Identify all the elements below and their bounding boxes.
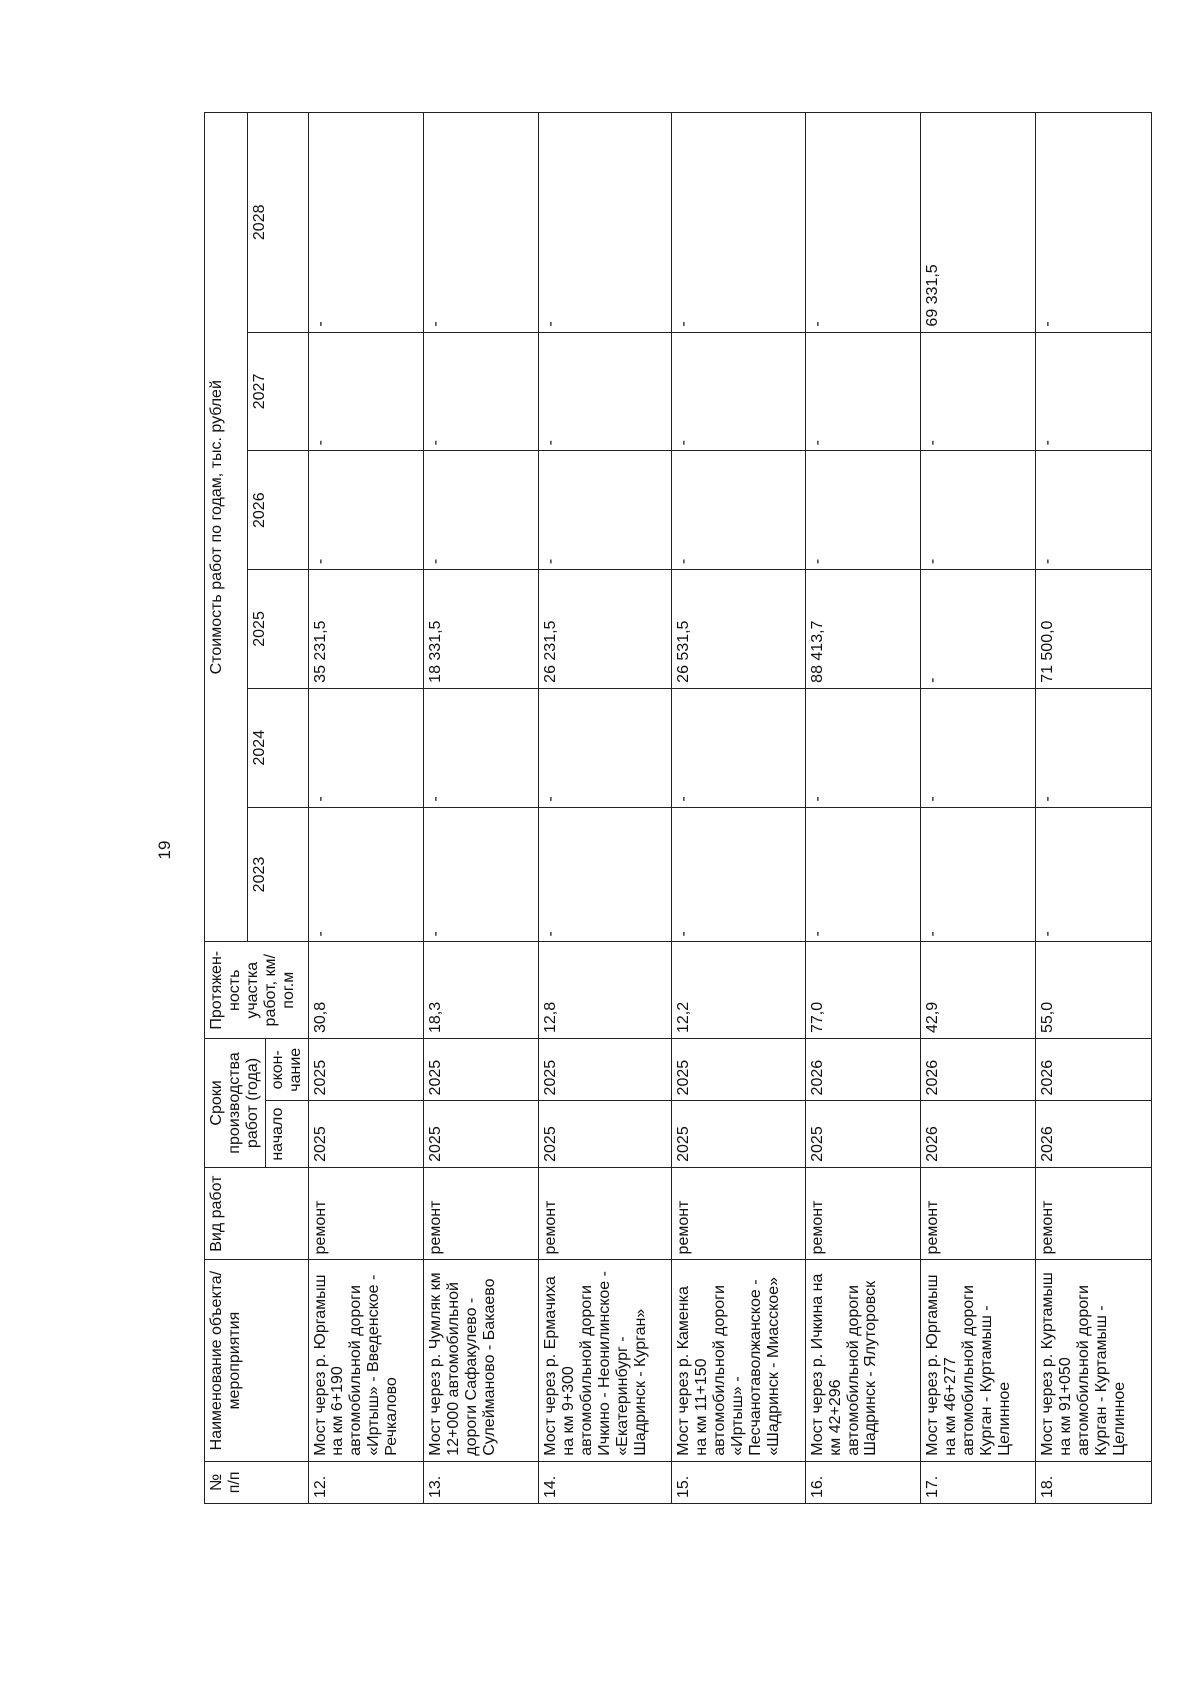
work-kind: ремонт [921, 1167, 1036, 1260]
table-row [805, 113, 920, 1504]
row-number: 17. [921, 1461, 1036, 1503]
rotated-table-sheet [204, 112, 1134, 1504]
header-length: Протяжен-ность участка работ, км/ пог.м [205, 942, 309, 1039]
cost-cell: - [308, 113, 423, 333]
end-year: 2025 [539, 1039, 672, 1101]
table-row [423, 113, 538, 1504]
start-year: 2025 [539, 1101, 672, 1167]
table-row [1036, 113, 1151, 1504]
object-name: Мост через р. Ичкина на км 42+296 автомобильной дороги Шадринск - Ялуторовск [805, 1260, 920, 1461]
section-length: 12,8 [539, 942, 672, 1039]
end-year: 2025 [423, 1039, 538, 1101]
work-kind: ремонт [672, 1167, 805, 1260]
table-row [921, 113, 1036, 1504]
row-number: 14. [539, 1461, 672, 1503]
work-kind: ремонт [308, 1167, 423, 1260]
header-start: начало [265, 1101, 308, 1167]
section-length: 42,9 [921, 942, 1036, 1039]
header-kind: Вид работ [205, 1167, 309, 1260]
section-length: 18,3 [423, 942, 538, 1039]
table-row [672, 113, 805, 1504]
cost-cell: - [805, 807, 920, 942]
start-year: 2025 [805, 1101, 920, 1167]
cost-cell: - [308, 688, 423, 807]
start-year: 2026 [921, 1101, 1036, 1167]
cost-cell: - [539, 807, 672, 942]
header-name: Наименование объекта/ мероприятия [205, 1260, 309, 1461]
start-year: 2025 [672, 1101, 805, 1167]
table-row [539, 113, 672, 1504]
object-name: Мост через р. Куртамыш на км 91+050 автомобильной дороги Курган - Куртамыш - Целинное [1036, 1260, 1151, 1461]
cost-cell: - [423, 113, 538, 333]
section-length: 55,0 [1036, 942, 1151, 1039]
work-kind: ремонт [539, 1167, 672, 1260]
cost-cell: - [539, 451, 672, 570]
object-name: Мост через р. Каменка на км 11+150 автомобильной дороги «Иртыш» - Песчанотаволжанское - «Шадринск - Миасское» [672, 1260, 805, 1461]
cost-cell: 71 500,0 [1036, 570, 1151, 689]
header-year: 2026 [248, 451, 309, 570]
cost-cell: - [921, 807, 1036, 942]
cost-cell: - [539, 688, 672, 807]
row-number: 13. [423, 1461, 538, 1503]
cost-cell: - [921, 451, 1036, 570]
cost-cell: 69 331,5 [921, 113, 1036, 333]
cost-cell: - [672, 688, 805, 807]
cost-cell: - [308, 451, 423, 570]
cost-cell: - [1036, 332, 1151, 451]
cost-cell: - [539, 332, 672, 451]
header-year: 2027 [248, 332, 309, 451]
cost-cell: - [423, 807, 538, 942]
section-length: 12,2 [672, 942, 805, 1039]
work-kind: ремонт [805, 1167, 920, 1260]
start-year: 2026 [1036, 1101, 1151, 1167]
end-year: 2025 [308, 1039, 423, 1101]
cost-cell: - [423, 332, 538, 451]
header-end: окон-чание [265, 1039, 308, 1101]
object-name: Мост через р. Юргамыш на км 6+190 автомобильной дороги «Иртыш» - Введенское - Речкалово [308, 1260, 423, 1461]
cost-cell: - [539, 113, 672, 333]
end-year: 2026 [1036, 1039, 1151, 1101]
cost-cell: - [1036, 807, 1151, 942]
cost-cell: - [672, 332, 805, 451]
cost-cell: - [805, 332, 920, 451]
header-year: 2028 [248, 113, 309, 333]
header-year: 2023 [248, 807, 309, 942]
start-year: 2025 [308, 1101, 423, 1167]
table-row [308, 113, 423, 1504]
end-year: 2026 [921, 1039, 1036, 1101]
cost-cell: - [672, 451, 805, 570]
cost-cell: - [308, 807, 423, 942]
header-terms: Сроки производства работ (года) [205, 1039, 266, 1168]
cost-cell: - [805, 113, 920, 333]
row-number: 16. [805, 1461, 920, 1503]
cost-cell: - [1036, 113, 1151, 333]
header-year: 2024 [248, 688, 309, 807]
cost-cell: - [1036, 451, 1151, 570]
cost-cell: 35 231,5 [308, 570, 423, 689]
row-number: 12. [308, 1461, 423, 1503]
cost-cell: - [308, 332, 423, 451]
object-name: Мост через р. Юргамыш на км 46+277 автомобильной дороги Курган - Куртамыш - Целинное [921, 1260, 1036, 1461]
header-num: № п/п [205, 1461, 309, 1503]
cost-cell: - [921, 688, 1036, 807]
row-number: 18. [1036, 1461, 1151, 1503]
end-year: 2026 [805, 1039, 920, 1101]
cost-cell: - [423, 451, 538, 570]
cost-cell: - [805, 688, 920, 807]
work-kind: ремонт [423, 1167, 538, 1260]
cost-cell: 18 331,5 [423, 570, 538, 689]
header-year: 2025 [248, 570, 309, 689]
cost-cell: 26 231,5 [539, 570, 672, 689]
header-cost: Стоимость работ по годам, тыс. рублей [205, 113, 248, 942]
cost-cell: - [805, 451, 920, 570]
cost-cell: - [921, 332, 1036, 451]
table-body [308, 113, 1151, 1504]
cost-cell: - [672, 113, 805, 333]
object-name: Мост через р. Чумляк км 12+000 автомобильной дороги Сафакулево - Сулейманово - Бакаево [423, 1260, 538, 1461]
cost-cell: 88 413,7 [805, 570, 920, 689]
works-table [204, 112, 1152, 1504]
cost-cell: - [921, 570, 1036, 689]
cost-cell: - [1036, 688, 1151, 807]
cost-cell: - [423, 688, 538, 807]
end-year: 2025 [672, 1039, 805, 1101]
page-number: 19 [155, 840, 174, 860]
cost-cell: - [672, 807, 805, 942]
work-kind: ремонт [1036, 1167, 1151, 1260]
object-name: Мост через р. Ермачиха на км 9+300 автомобильной дороги Ичкино - Неонилинское - «Екатеринбург - Шадринск - Курган» [539, 1260, 672, 1461]
start-year: 2025 [423, 1101, 538, 1167]
cost-cell: 26 531,5 [672, 570, 805, 689]
row-number: 15. [672, 1461, 805, 1503]
section-length: 30,8 [308, 942, 423, 1039]
section-length: 77,0 [805, 942, 920, 1039]
